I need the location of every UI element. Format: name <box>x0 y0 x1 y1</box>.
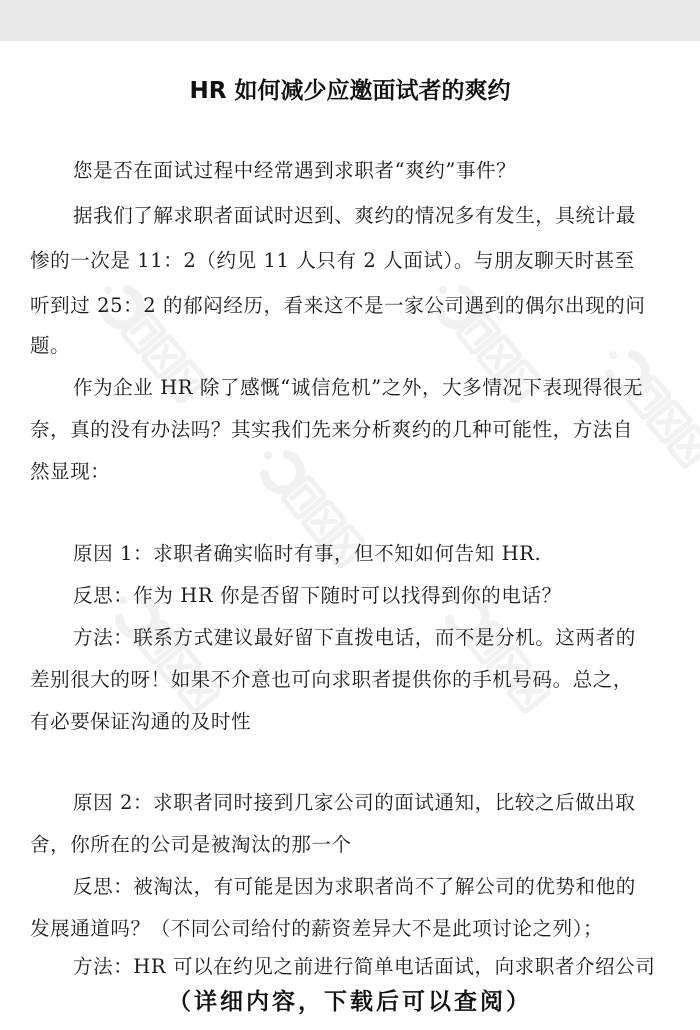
paragraph-line: 题。 <box>30 334 71 357</box>
paragraph-line: 据我们了解求职者面试时迟到、爽约的情况多有发生，具统计最 <box>73 204 636 227</box>
document-title: HR 如何减少应邀面试者的爽约 <box>189 78 511 104</box>
reflection-2-line: 反思：被淘汰，有可能是因为求职者尚不了解公司的优势和他的 <box>73 875 636 898</box>
paragraph-line: 发展通道吗？（不同公司给付的薪资差异大不是此项讨论之列）； <box>30 917 604 940</box>
paragraph-line: 作为企业 HR 除了感慨“诚信危机”之外，大多情况下表现得很无 <box>73 376 644 399</box>
reason-2-line: 原因 2：求职者同时接到几家公司的面试通知，比较之后做出取 <box>73 791 636 814</box>
paragraph-line: 您是否在面试过程中经常遇到求职者“爽约”事件？ <box>73 159 517 182</box>
paragraph-line: 舍，你所在的公司是被淘汰的那一个 <box>30 833 352 856</box>
reflection-1-line: 反思：作为 HR 你是否留下随时可以找得到你的电话？ <box>73 584 562 607</box>
method-1-line: 方法：联系方式建议最好留下直拨电话，而不是分机。这两者的 <box>73 626 636 649</box>
top-gray-band <box>0 0 700 41</box>
paragraph-line: 有必要保证沟通的及时性 <box>30 710 252 733</box>
paragraph-line: 然显现： <box>30 460 111 483</box>
reason-1-line: 原因 1：求职者确实临时有事，但不知如何告知 HR. <box>73 542 542 565</box>
paragraph-line: 听到过 25：2 的郁闷经历，看来这不是一家公司遇到的偶尔出现的问 <box>30 294 646 317</box>
paragraph-line: 差别很大的呀！如果不介意也可向求职者提供你的手机号码。总之， <box>30 668 634 691</box>
method-2-line: 方法：HR 可以在约见之前进行简单电话面试，向求职者介绍公司 <box>73 955 656 978</box>
paragraph-line: 奈，真的没有办法吗？其实我们先来分析爽约的几种可能性，方法自 <box>30 418 634 441</box>
paragraph-line: 惨的一次是 11：2（约见 11 人只有 2 人面试）。与朋友聊天时甚至 <box>30 249 635 272</box>
download-notice: （详细内容，下载后可以查阅） <box>168 989 532 1015</box>
